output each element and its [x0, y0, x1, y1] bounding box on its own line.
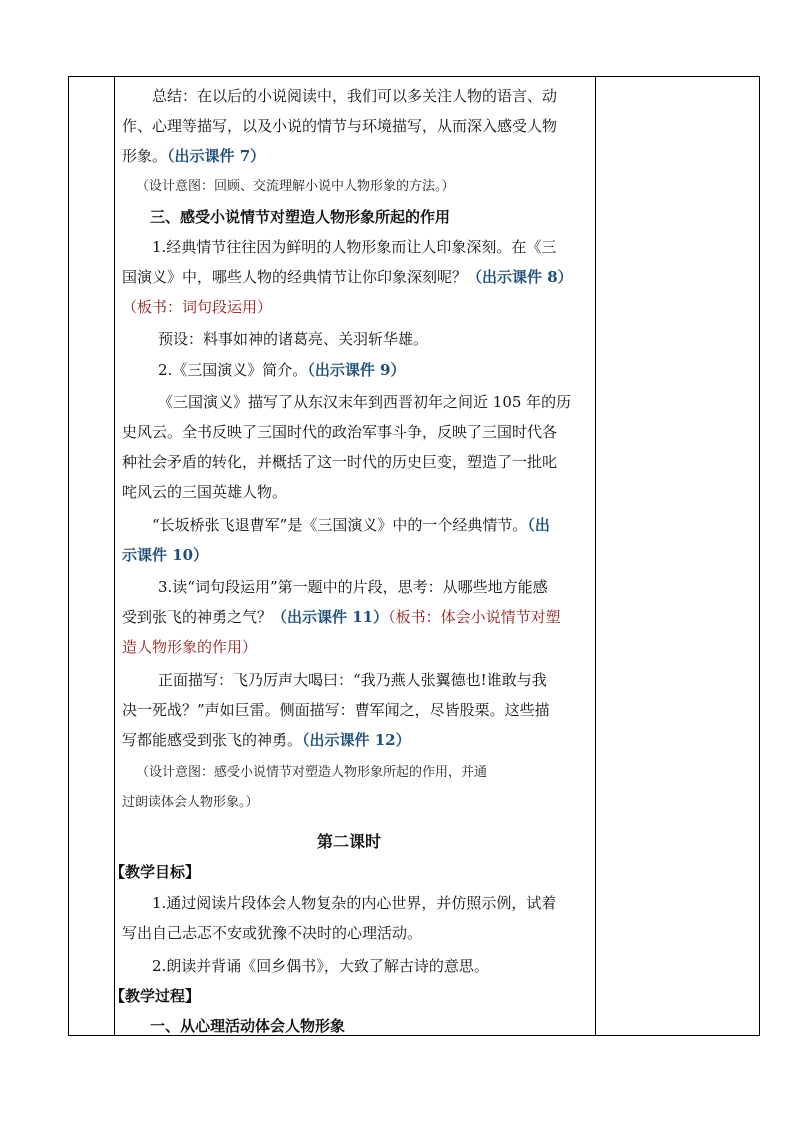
- item-3-line-3: 造人物形象的作用）: [122, 638, 258, 656]
- board-note-1: （板书：词句段运用）: [122, 298, 273, 316]
- goal-2: 2.朗读并背诵《回乡偶书》，大致了解古诗的意思。: [152, 957, 489, 975]
- design-intent-2-line-1: （设计意图：感受小说情节对塑造人物形象所起的作用，并通: [136, 765, 488, 780]
- courseware-ref: （出示课件 12）: [302, 731, 411, 749]
- goal-1-line-1: 1.通过阅读片段体会人物复杂的内心世界，并仿照示例，试着: [152, 894, 557, 912]
- description-line-1: 正面描写：飞乃厉声大喝曰：“我乃燕人张翼德也!谁敢与我: [158, 671, 547, 689]
- plot-line-2: 示课件 10）: [122, 546, 209, 564]
- item-3-line-1: 3.读“词句段运用”第一题中的片段，思考：从哪些地方能感: [158, 578, 548, 596]
- teaching-process-heading: 【教学过程】: [110, 987, 201, 1005]
- description-line-2: 决一死战？”声如巨雷。侧面描写：曹军闻之，尽皆股栗。这些描: [122, 701, 550, 719]
- teaching-goals-heading: 【教学目标】: [110, 863, 201, 881]
- item-3-line-2: 受到张飞的神勇之气？（出示课件 11）（板书：体会小说情节对塑: [122, 608, 561, 626]
- section-heading-3: 三、感受小说情节对塑造人物形象所起的作用: [150, 208, 451, 226]
- lesson-2-title: 第二课时: [317, 832, 382, 851]
- column-divider-left: [114, 77, 115, 1035]
- board-note: （板书：体会小说情节对塑: [388, 608, 561, 626]
- design-intent-2-line-2: 过朗读体会人物形象。）: [122, 795, 259, 810]
- item-2-line: 2.《三国演义》简介。（出示课件 9）: [158, 361, 406, 379]
- courseware-ref: （出示课件 7）: [167, 147, 266, 165]
- preset-answer: 预设：料事如神的诸葛亮、关羽斩华雄。: [158, 330, 429, 348]
- item-1-line-1: 1.经典情节往往因为鲜明的人物形象而让人印象深刻。在《三: [152, 238, 557, 256]
- courseware-ref: （出示课件 9）: [307, 361, 406, 379]
- intro-line-1: 《三国演义》描写了从东汉末年到西晋初年之间近 105 年的历: [158, 393, 572, 411]
- section-heading-1: 一、从心理活动体会人物形象: [150, 1017, 346, 1035]
- description-line-3: 写都能感受到张飞的神勇。（出示课件 12）: [122, 731, 411, 749]
- column-divider-right: [595, 77, 596, 1035]
- summary-line-2: 作、心理等描写，以及小说的情节与环境描写，从而深入感受人物: [122, 117, 558, 135]
- courseware-ref: （出示课件 8）: [467, 268, 573, 286]
- design-intent-1: （设计意图：回顾、交流理解小说中人物形象的方法。）: [136, 179, 455, 194]
- courseware-ref: （出: [527, 516, 550, 534]
- intro-line-4: 咤风云的三国英雄人物。: [122, 483, 288, 501]
- goal-1-line-2: 写出自己忐忑不安或犹豫不决时的心理活动。: [122, 924, 423, 942]
- courseware-ref: （出示课件 11）: [272, 608, 389, 626]
- intro-line-2: 史风云。全书反映了三国时代的政治军事斗争，反映了三国时代各: [122, 423, 558, 441]
- summary-line-3: 形象。（出示课件 7）: [122, 147, 266, 165]
- intro-line-3: 种社会矛盾的转化，并概括了这一时代的历史巨变，塑造了一批叱: [122, 453, 558, 471]
- summary-line-1: 总结：在以后的小说阅读中，我们可以多关注人物的语言、动: [152, 87, 558, 105]
- plot-line-1: “长坂桥张飞退曹军”是《三国演义》中的一个经典情节。（出: [152, 516, 550, 534]
- item-1-line-2: 国演义》中，哪些人物的经典情节让你印象深刻呢？（出示课件 8）: [122, 268, 573, 286]
